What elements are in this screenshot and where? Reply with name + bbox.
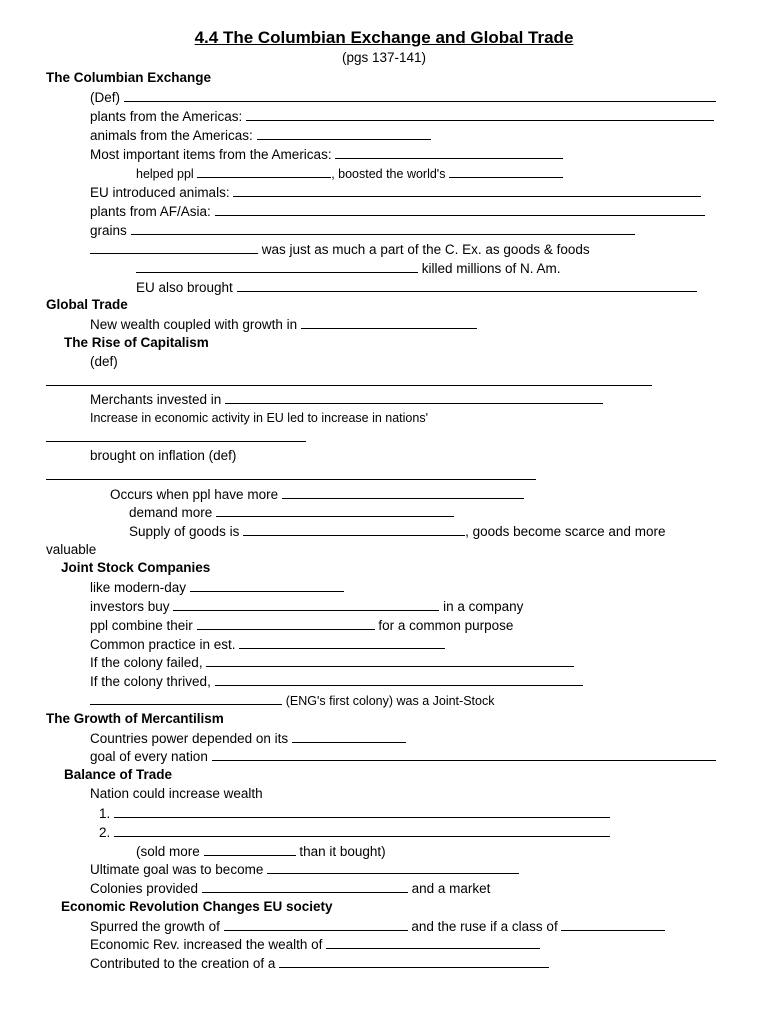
line-eu-animals: EU introduced animals: [90,184,701,201]
line-capitalism-def: (def) [90,354,118,369]
subsection-capitalism: The Rise of Capitalism [64,335,209,350]
page-range: (pgs 137-141) [341,50,427,65]
line-common-practice: Common practice in est. [90,636,445,653]
line-increase-wealth: Nation could increase wealth [90,786,263,801]
section-mercantilism: The Growth of Mercantilism [46,711,224,726]
line-spurred-growth: Spurred the growth of and the ruse if a class of [90,918,665,935]
line-eu-brought: EU also brought [136,279,697,296]
line-colonies-provided: Colonies provided and a market [90,881,491,896]
line-eng-first-colony: (ENG's first colony) was a Joint-Stock [90,692,494,709]
line-supply: Supply of goods is , goods become scarce and more [129,524,666,539]
line-item-2: 2. [99,824,610,841]
line-contributed: Contributed to the creation of a [90,955,549,972]
line-inflation: brought on inflation (def) [90,448,237,463]
line-occurs: Occurs when ppl have more [110,486,524,503]
line-important-items: Most important items from the Americas: [90,146,563,163]
line-plants-af-asia: plants from AF/Asia: [90,203,705,220]
line-def: (Def) [90,89,716,106]
line-new-wealth: New wealth coupled with growth in [90,316,477,333]
line-merchants: Merchants invested in [90,391,603,408]
line-grains: grains [90,222,635,239]
line-demand: demand more [129,504,454,521]
line-killed-millions: killed millions of N. Am. [136,260,561,277]
subsection-balance-trade: Balance of Trade [64,767,173,782]
line-part-of-exchange: was just as much a part of the C. Ex. as goods & foods [90,241,590,258]
line-helped-ppl: helped ppl , boosted the world's [136,165,563,182]
line-countries-power: Countries power depended on its [90,730,406,747]
line-investors-buy: investors buy in a company [90,599,524,614]
line-valuable: valuable [46,542,97,557]
line-inflation-blank [46,467,536,484]
line-ppl-combine: ppl combine their for a common purpose [90,618,514,633]
line-capitalism-def-blank [46,373,652,390]
line-ultimate-goal: Ultimate goal was to become [90,861,519,878]
section-columbian-exchange: The Columbian Exchange [46,70,212,85]
line-goal-nation: goal of every nation [90,748,716,765]
line-increase-activity: Increase in economic activity in EU led to increase in nations' [90,411,428,425]
line-colony-thrived: If the colony thrived, [90,673,583,690]
line-like-modern: like modern-day [90,579,344,596]
subsection-joint-stock: Joint Stock Companies [61,560,211,575]
line-item-1: 1. [99,805,610,822]
line-animals-americas: animals from the Americas: [90,127,431,144]
line-plants-americas: plants from the Americas: [90,108,714,125]
line-sold-more: (sold more than it bought) [136,844,386,859]
section-global-trade: Global Trade [46,297,128,312]
subsection-economic-revolution: Economic Revolution Changes EU society [61,899,333,914]
line-increase-blank [46,429,306,446]
worksheet-title: 4.4 The Columbian Exchange and Global Trade [194,28,574,47]
line-increased-wealth: Economic Rev. increased the wealth of [90,936,540,953]
line-colony-failed: If the colony failed, [90,654,574,671]
